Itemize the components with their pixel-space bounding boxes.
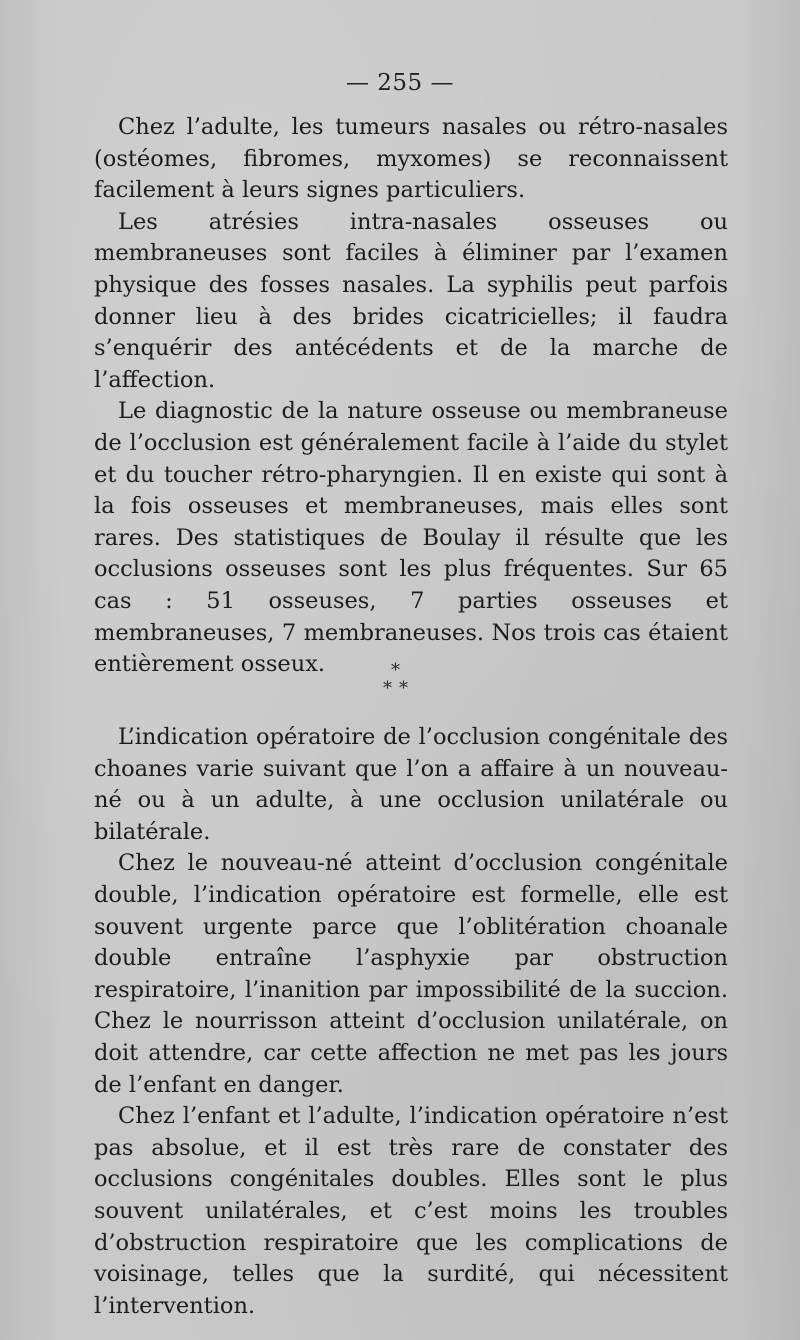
text-section-indication [94,722,728,1322]
asterism-separator [370,662,430,712]
asterisk-right: * [399,678,408,699]
paragraph: L’indication opératoire de l’occlusion congénitale des choanes varie suivant que l’on a affaire à un nouveau-né ou à un adulte, à une occlusion unilatérale ou bilatérale. [94,724,728,845]
paragraph: Chez le nouveau-né atteint d’occlusion congénitale double, l’indication opératoire est formelle, elle est souvent urgente parce que l’oblitération choanale double entraîne l’asphyxie par obstruction respiratoire, l’inanition par impossibilité de la succion. Chez le nourrisson atteint d’occlusion unilatérale, on doit attendre, car cette affection ne met pas les jours de l’enfant en danger. [94,850,728,1098]
paragraph: Chez l’enfant et l’adulte, l’indication opératoire n’est pas absolue, et il est très rare de constater des occlusions congénitales doubles. Elles sont le plus souvent unilatérales, et c’est moins les troubles d’obstruction respiratoire que les complications de voisinage, telles que la surdité, qui nécessitent l’intervention. [94,1103,728,1319]
paragraph: Le diagnostic de la nature osseuse ou membraneuse de l’occlusion est généralement facile à l’aide du stylet et du toucher rétro-pharyngien. Il en existe qui sont à la fois osseuses et membraneuses, mais elles sont rares. Des statistiques de Boulay il résulte que les occlusions osseuses sont les plus fréquentes. Sur 65 cas : 51 osseuses, 7 parties osseuses et membraneuses, 7 membraneuses. Nos trois cas étaient entièrement osseux. [94,398,728,678]
asterisk-left: * [383,678,392,699]
paragraph: Chez l’adulte, les tumeurs nasales ou rétro-nasales (ostéomes, fibromes, myxomes) se reconnaissent facilement à leurs signes particuliers. [94,114,728,204]
asterisk-top: * [391,660,400,681]
paragraph: Les atrésies intra-nasales osseuses ou membraneuses sont faciles à éliminer par l’examen physique des fosses nasales. La syphilis peut parfois donner lieu à des brides cicatricielles; il faudra s’enquérir des antécédents et de la marche de l’affection. [94,208,728,393]
text-section-diagnosis [94,112,728,681]
page-number: — 255 — [345,70,455,96]
